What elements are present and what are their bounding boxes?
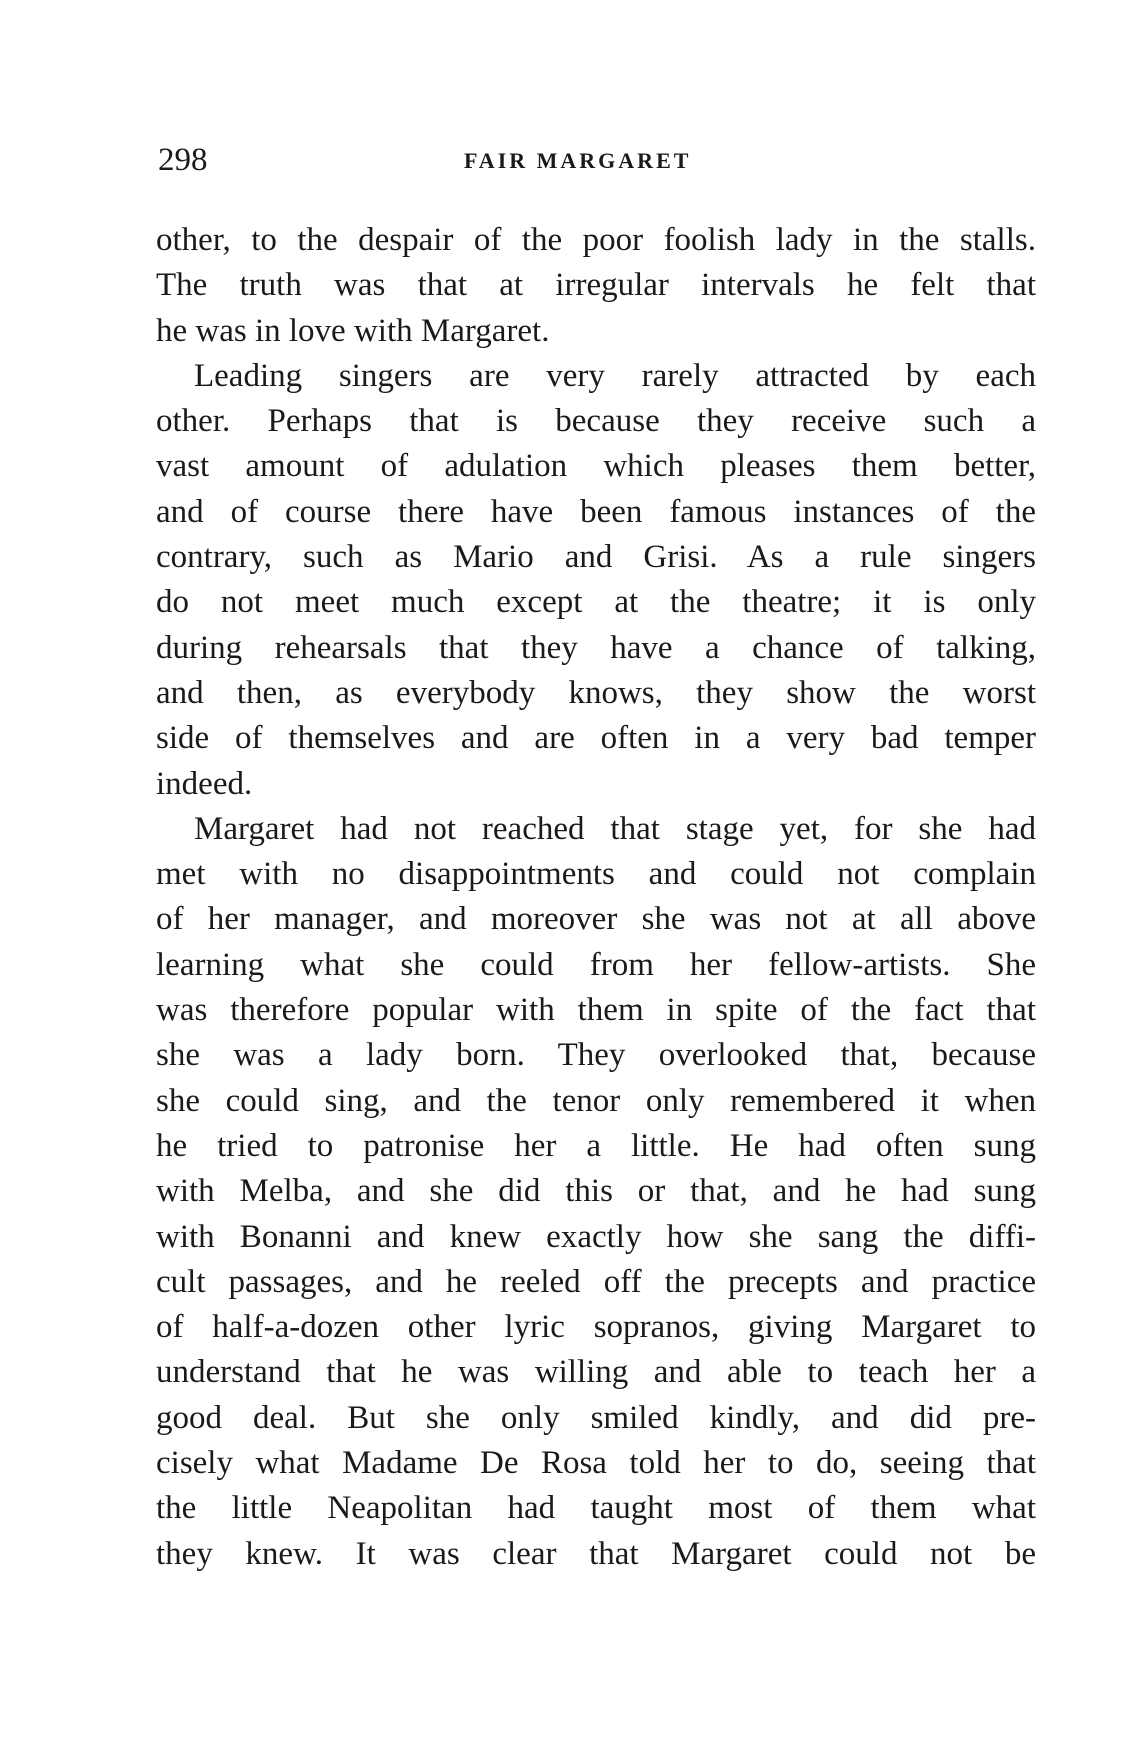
text-line: was therefore popular with them in spite of the fact that: [156, 992, 1036, 1029]
text-line: side of themselves and are often in a very bad temper: [156, 720, 1036, 757]
page-number: 298: [158, 142, 208, 178]
text-line: The truth was that at irregular intervals he felt that: [156, 267, 1036, 304]
text-line: met with no disappointments and could not complain: [156, 856, 1036, 893]
text-line: of half-a-dozen other lyric sopranos, giving Margaret to: [156, 1309, 1036, 1346]
text-line: the little Neapolitan had taught most of them what: [156, 1490, 1036, 1527]
paragraph-start-line: Leading singers are very rarely attracted by each: [194, 357, 1036, 394]
text-line: understand that he was willing and able to teach her a: [156, 1354, 1036, 1391]
text-line: cult passages, and he reeled off the precepts and practice: [156, 1263, 1036, 1300]
text-line: other, to the despair of the poor foolish lady in the stalls.: [156, 222, 1036, 258]
text-line: during rehearsals that they have a chance of talking,: [156, 629, 1036, 666]
running-head: FAIR MARGARET: [464, 148, 692, 173]
text-line: of her manager, and moreover she was not at all above: [156, 901, 1036, 938]
text-line: they knew. It was clear that Margaret could not be: [156, 1535, 1036, 1572]
paragraph-start-line: Margaret had not reached that stage yet, for she had: [194, 810, 1036, 847]
text-line: she could sing, and the tenor only remembered it when: [156, 1082, 1036, 1119]
text-line: with Melba, and she did this or that, and he had sung: [156, 1173, 1036, 1210]
text-line: good deal. But she only smiled kindly, and did pre-: [156, 1399, 1036, 1436]
body-text: [156, 218, 1036, 1577]
text-line: contrary, such as Mario and Grisi. As a rule singers: [156, 539, 1036, 576]
page-header: [158, 140, 1038, 190]
text-line: and then, as everybody knows, they show the worst: [156, 674, 1036, 711]
text-line: she was a lady born. They overlooked that, because: [156, 1037, 1036, 1074]
text-line: do not meet much except at the theatre; it is only: [156, 584, 1036, 621]
text-line: he tried to patronise her a little. He had often sung: [156, 1127, 1036, 1164]
text-line: with Bonanni and knew exactly how she sang the diffi-: [156, 1218, 1036, 1255]
text-line: and of course there have been famous instances of the: [156, 493, 1036, 530]
text-line: vast amount of adulation which pleases them better,: [156, 448, 1036, 485]
text-line: learning what she could from her fellow-artists. She: [156, 946, 1036, 983]
text-line: other. Perhaps that is because they receive such a: [156, 403, 1036, 440]
text-line: he was in love with Margaret.: [156, 312, 550, 349]
text-line: cisely what Madame De Rosa told her to do, seeing that: [156, 1445, 1036, 1482]
text-line: indeed.: [156, 765, 253, 802]
